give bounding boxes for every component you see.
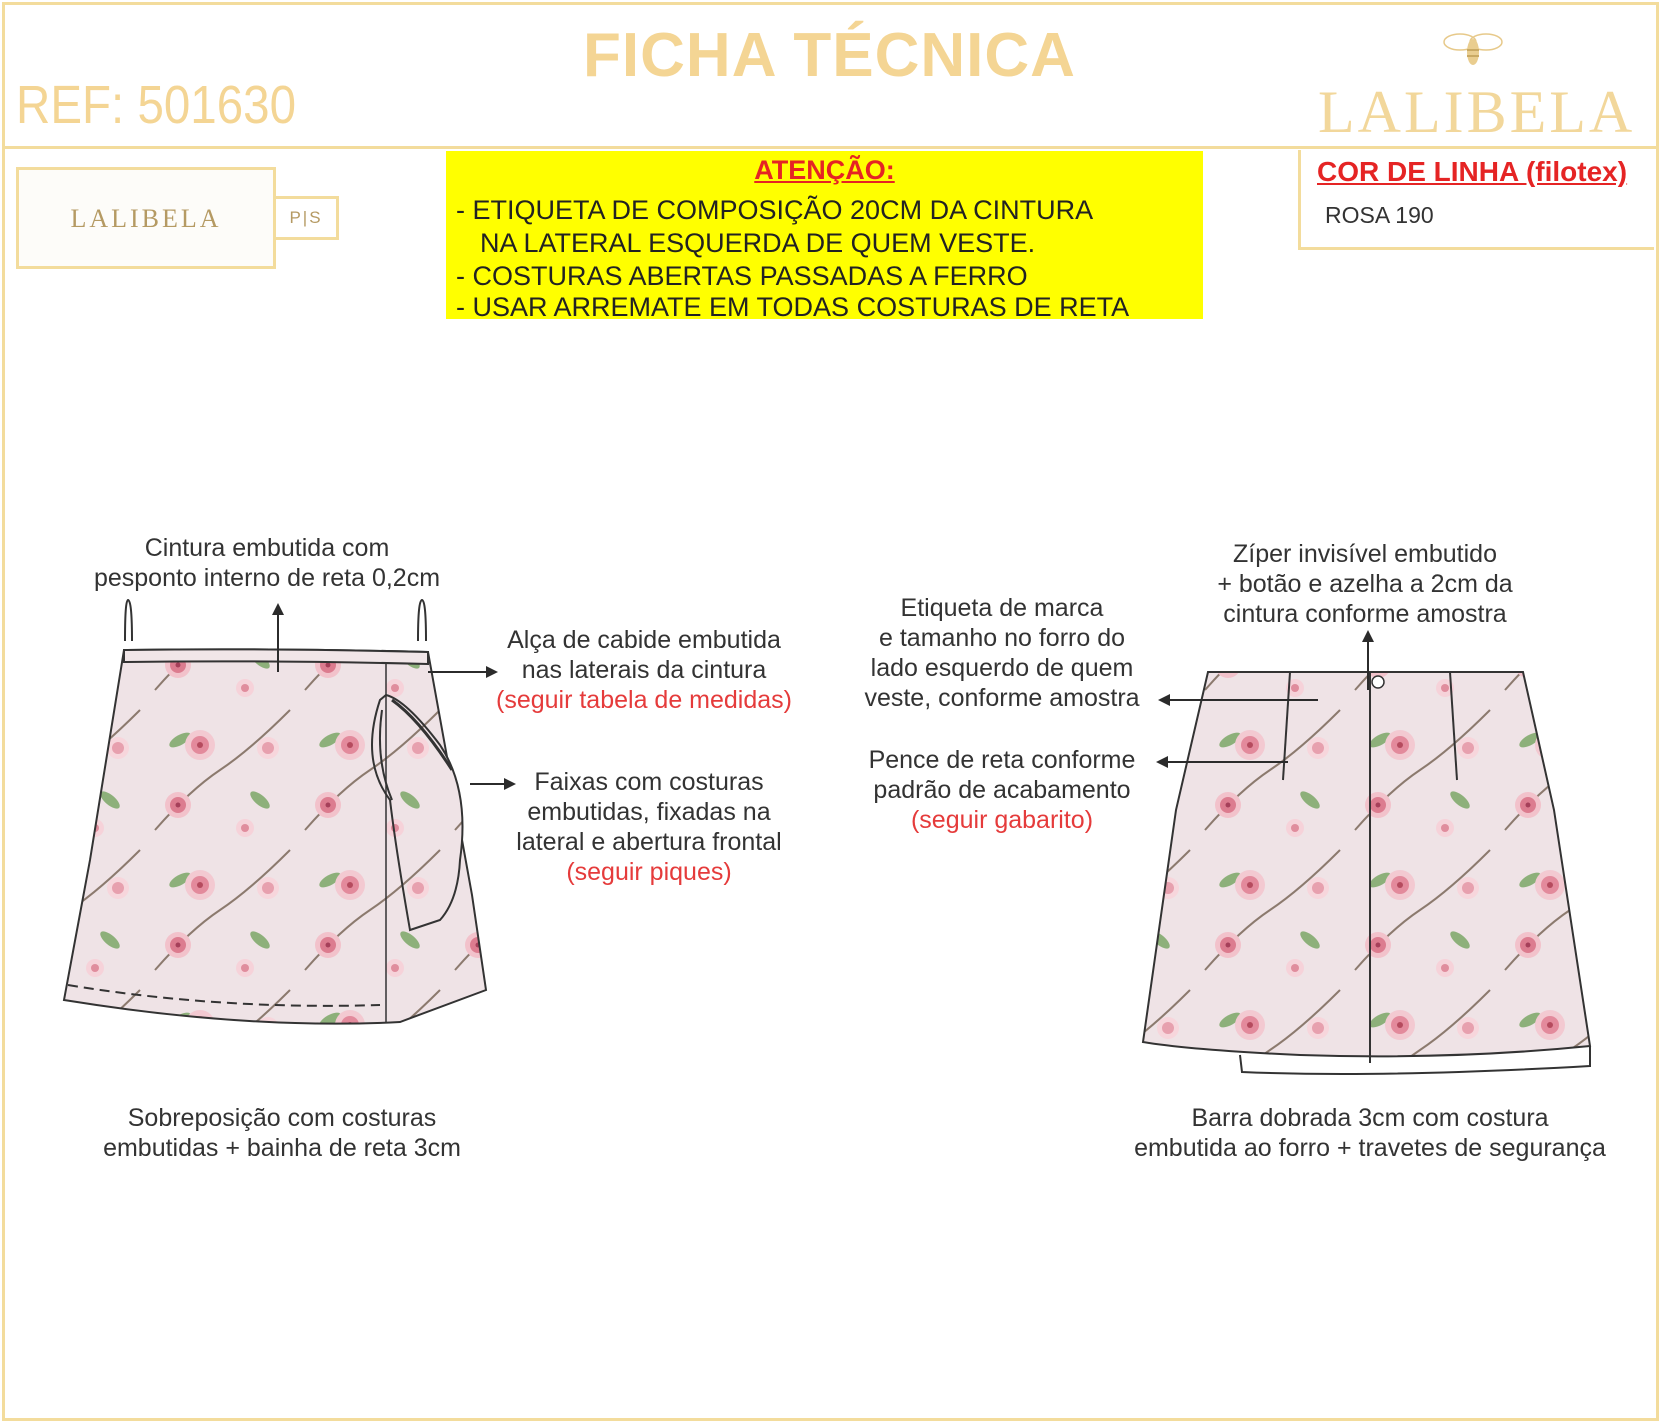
note-line: lado esquerdo de quem (870, 654, 1134, 682)
note-line: Alça de cabide embutida (507, 626, 781, 654)
note-line: pesponto interno de reta 0,2cm (93, 564, 441, 592)
note-line: nas laterais da cintura (521, 656, 767, 684)
note-red-line: (seguir tabela de medidas) (496, 686, 792, 714)
note-line: Barra dobrada 3cm com costura (1191, 1104, 1549, 1132)
note-brand-label (842, 593, 1162, 713)
note-line: Sobreposição com costuras (127, 1104, 437, 1132)
note-line: lateral e abertura frontal (516, 828, 782, 856)
note-line: cintura conforme amostra (1223, 600, 1507, 628)
note-line: veste, conforme amostra (864, 684, 1140, 712)
attention-line: - COSTURAS ABERTAS PASSADAS A FERRO (456, 261, 1028, 291)
note-red-line: (seguir piques) (566, 858, 732, 886)
note-line: Zíper invisível embutido (1232, 540, 1497, 568)
note-line: embutida ao forro + travetes de segurança (1134, 1134, 1606, 1162)
attention-title: ATENÇÃO: (754, 155, 895, 185)
note-ties (494, 767, 804, 887)
page-title: FICHA TÉCNICA (583, 21, 1076, 90)
note-line: e tamanho no forro do (879, 624, 1125, 652)
note-line: embutidas + bainha de reta 3cm (103, 1134, 461, 1162)
attention-line: - ETIQUETA DE COMPOSIÇÃO 20CM DA CINTURA (456, 195, 1094, 225)
note-line: Faixas com costuras (534, 768, 764, 796)
attention-line: - USAR ARREMATE EM TODAS COSTURAS DE RETA (456, 292, 1130, 322)
thread-color-title: COR DE LINHA (filotex) (1317, 156, 1628, 187)
back-skirt-drawing (1143, 672, 1590, 1074)
note-red-line: (seguir gabarito) (910, 806, 1094, 834)
attention-line: NA LATERAL ESQUERDA DE QUEM VESTE. (480, 228, 1036, 258)
label-tag-brand: LALIBELA (70, 204, 222, 233)
note-line: Pence de reta conforme (868, 746, 1136, 774)
note-dart (842, 745, 1162, 835)
brand-logo: LALIBELA (1318, 79, 1636, 145)
note-hanger-loop (474, 625, 814, 715)
note-waistband (62, 533, 472, 593)
note-front-hem (62, 1103, 502, 1163)
note-line: Cintura embutida com (144, 534, 390, 562)
note-line: + botão e azelha a 2cm da (1217, 570, 1513, 598)
note-line: Etiqueta de marca (900, 594, 1104, 622)
note-line: padrão de acabamento (873, 776, 1131, 804)
thread-color-value: ROSA 190 (1325, 202, 1434, 228)
note-back-hem (1100, 1103, 1640, 1163)
reference-code: REF: 501630 (16, 75, 297, 135)
size-label-tag: P|S (273, 196, 339, 240)
front-skirt-drawing (64, 600, 486, 1024)
note-zipper (1185, 539, 1545, 629)
note-line: embutidas, fixadas na (527, 798, 771, 826)
